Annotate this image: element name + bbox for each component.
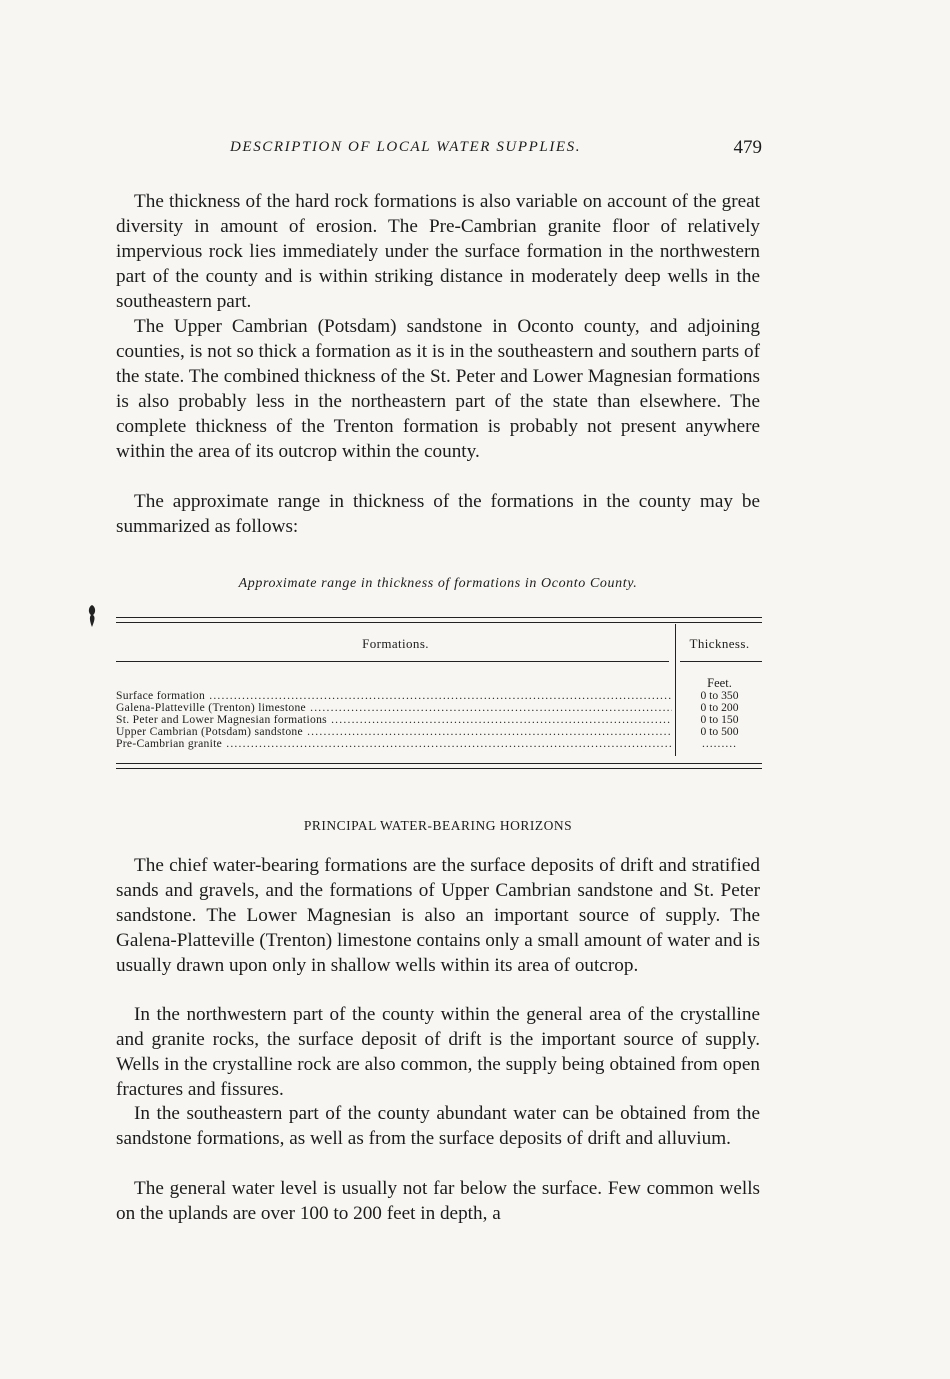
running-head: DESCRIPTION OF LOCAL WATER SUPPLIES. bbox=[230, 139, 582, 155]
column-header-formations: Formations. bbox=[362, 636, 429, 651]
page-header bbox=[116, 137, 764, 161]
table-row-formation: Pre-Cambrian granite ..... bbox=[116, 738, 672, 750]
paragraph: The general water level is usually not far below the surface. Few common wells on the uplands are over 100 to 200 feet in depth, a bbox=[116, 1178, 760, 1224]
table-bottom-rule bbox=[116, 763, 762, 764]
table-top-rule bbox=[116, 617, 762, 618]
table-row-thickness: 0 to 150 bbox=[700, 713, 739, 726]
header-underline-formations bbox=[116, 661, 669, 662]
table-row-thickness: 0 to 500 bbox=[700, 725, 739, 738]
table-row-thickness: 0 to 200 bbox=[700, 701, 739, 714]
table-caption: Approximate range in thickness of formations in Oconto County. bbox=[238, 576, 638, 591]
table-column-divider bbox=[675, 624, 676, 756]
paragraph: The thickness of the hard rock formations is also variable on account of the great diversity in amount of erosion. The Pre-Cambrian granite floor of relatively impervious rock lies immediately under the surface formation in the northwestern part of the county and is within striking distance in moderately deep wells in the southeastern part. bbox=[116, 191, 760, 312]
paragraph: The approximate range in thickness of the formations in the county may be summarized as follows: bbox=[116, 491, 760, 537]
paragraph: In the southeastern part of the county abundant water can be obtained from the sandstone formations, as well as from the surface deposits of drift and alluvium. bbox=[116, 1103, 760, 1149]
table-row-thickness bbox=[677, 738, 762, 750]
section-heading: PRINCIPAL WATER-BEARING HORIZONS bbox=[303, 818, 573, 833]
table-row-formation: Upper Cambrian (Potsdam) sandstone ..... bbox=[116, 726, 672, 738]
table-row-formation: Galena-Platteville (Trenton) limestone ..... bbox=[116, 702, 672, 714]
thickness-units: Feet. bbox=[707, 676, 732, 690]
column-header-thickness: Thickness. bbox=[689, 636, 750, 651]
margin-ink-mark-icon bbox=[87, 604, 97, 628]
table-bottom-rule-inner bbox=[116, 768, 762, 769]
page-number: 479 bbox=[733, 137, 762, 158]
paragraph: In the northwestern part of the county within the general area of the crystalline and granite rocks, the surface deposit of drift is the important source of supply. Wells in the crystalline rock are also common, the supply being obtained from open fractures and fissures. bbox=[116, 1004, 760, 1100]
header-underline-thickness bbox=[680, 661, 762, 662]
table-row-thickness: 0 to 350 bbox=[700, 689, 739, 702]
table-top-rule-inner bbox=[116, 622, 762, 623]
paragraph: The chief water-bearing formations are the surface deposits of drift and stratified sands and gravels, and the formations of Upper Cambrian sandstone and St. Peter sandstone. The Lower Magnesian is also an important source of supply. The Galena-Platteville (Trenton) limestone contains only a small amount of water and is usually drawn upon only in shallow wells within its area of outcrop. bbox=[116, 855, 760, 976]
table-row-formation: Surface formation ..... bbox=[116, 690, 672, 702]
table-row-formation: St. Peter and Lower Magnesian formations ..... bbox=[116, 714, 672, 726]
paragraph: The Upper Cambrian (Potsdam) sandstone in Oconto county, and adjoining counties, is not so thick a formation as it is in the southeastern and southern parts of the state. The combined thickness of the St. Peter and Lower Magnesian formations is also probably less in the northeastern part of the state than elsewhere. The complete thickness of the Trenton formation is probably not present anywhere within the area of its outcrop within the county. bbox=[116, 316, 760, 462]
